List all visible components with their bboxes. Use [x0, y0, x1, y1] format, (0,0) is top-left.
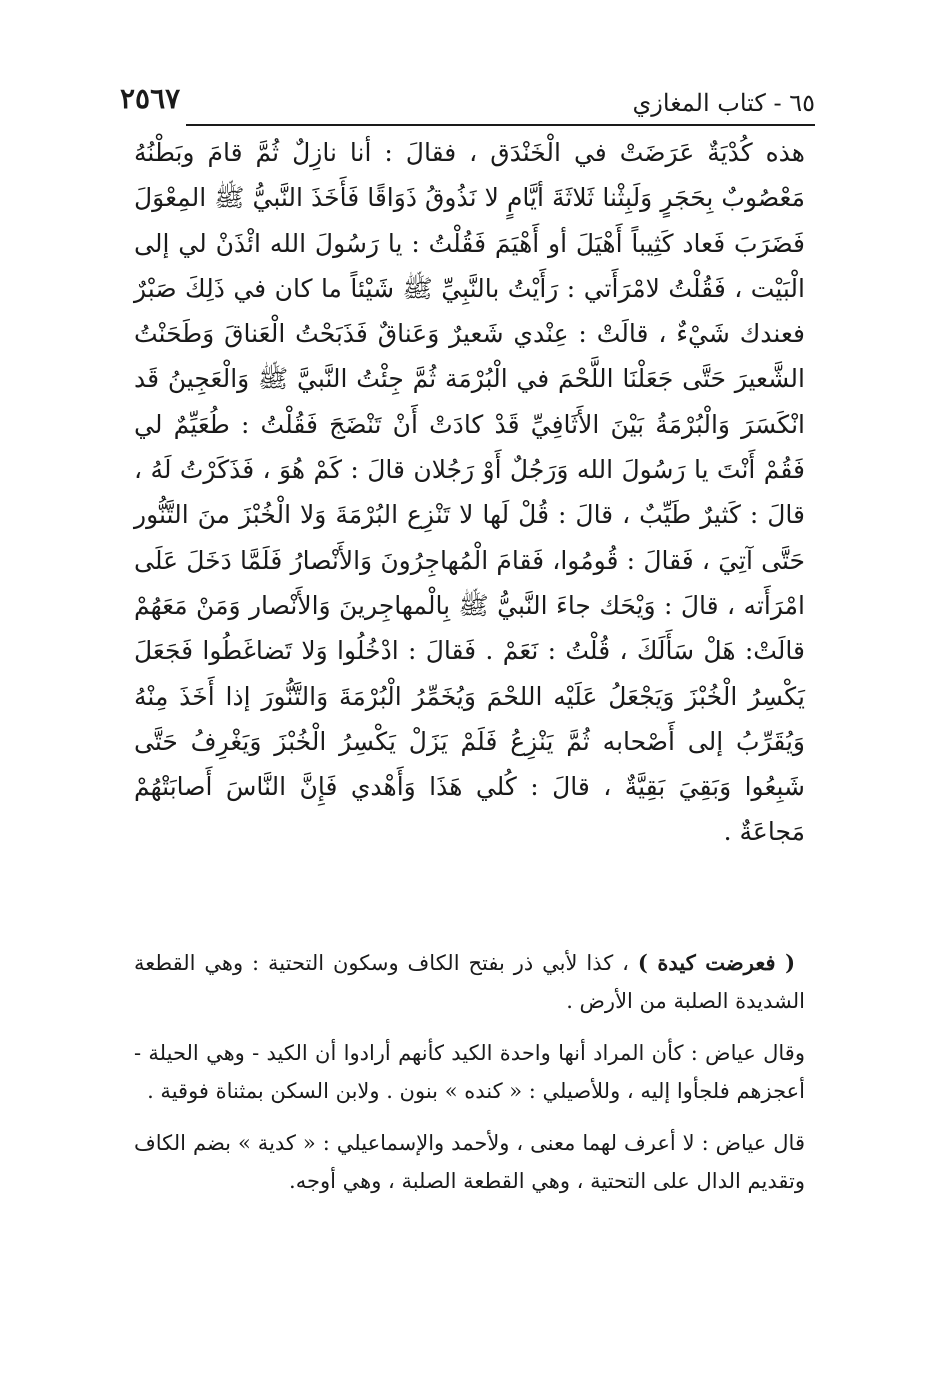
- commentary-paragraph-1-text: ، كذا لأبي ذر بفتح الكاف وسكون التحتية : وهي القطعة الشديدة الصلبة من الأرض .: [134, 951, 805, 1013]
- commentary-term: ( فعرضت كيدة ): [637, 950, 796, 975]
- commentary-paragraph-3: قال عياض : لا أعرف لهما معنى ، ولأحمد والإسماعيلي : « كدية » بضم الكاف وتقديم الدال على التحتية ، وهي القطعة الصلبة ، وهي أوجه.: [134, 1131, 805, 1193]
- header-rule: [186, 124, 815, 126]
- hadith-text: هذه كُدْيَةٌ عَرَضَتْ في الْخَنْدَق ، فقالَ : أنا نازِلٌ ثُمَّ قامَ وبَطْنُهُ مَعْصُوبٌ بِحَجَرٍ وَلَبِثْنا ثَلاثَةَ أيَّامٍ لا نَذُوقُ ذَوَاقًا فَأَخَذَ النَّبيُّ ﷺ المِعْوَلَ فَضَرَبَ فَعاد كَثِيباً أَهْيَلَ أو أَهْيَمَ فَقُلْتُ : يا رَسُولَ الله ائْذَنْ لي إلى الْبَيْت ، فَقُلْتُ لامْرَأَتي : رَأَيْتُ بالنَّبِيِّ ﷺ شَيْئاً ما كان في ذَلِكَ صَبْرٌ فعندك شَيْءٌ ، قالَتْ : عِنْدي شَعيرٌ وَعَناقٌ فَذَبَحْتُ الْعَناقَ وَطَحَنْتُ الشَّعيرَ حَتَّى جَعَلْنَا اللَّحْمَ في الْبُرْمَة ثُمَّ جِئْتُ النَّبيَّ ﷺ وَالْعَجِينُ قَد انْكَسَرَ وَالْبُرْمَةُ بَيْنَ الأَثَافِيِّ قَدْ كادَتْ أَنْ تَنْضَجَ فَقُلْتُ : طُعَيِّمٌ لي فَقُمْ أَنْتَ يا رَسُولَ الله وَرَجُلٌ أَوْ رَجُلان قالَ : كَمْ هُوَ ، فَذَكَرْتُ لَهُ ، قالَ : كَثيرٌ طَيِّبٌ ، قالَ : قُلْ لَها لا تَنْزِع البُرْمَةَ وَلا الْخُبْزَ منَ التَّنُّور حَتَّى آتِيَ ، فَقالَ : قُومُوا، فَقامَ الْمُهاجِرُونَ وَالأَنْصارُ فَلَمَّا دَخَلَ عَلَى امْرَأَته ، قالَ : وَيْحَك جاءَ النَّبيُّ ﷺ بِالْمهاجِرينَ وَالأَنْصار وَمَنْ مَعَهُمْ قالَتْ: هَلْ سَأَلَكَ ، قُلْتُ : نَعَمْ . فَقالَ : ادْخُلُوا وَلا تَضاغَطُوا فَجَعَلَ يَكْسِرُ الْخُبْزَ وَيَجْعَلُ عَلَيْه اللحْمَ وَيُخَمِّرُ الْبُرْمَةَ وَالتَّنُّورَ إذا أَخَذَ مِنْهُ وَيُقَرِّبُ إلى أَصْحابه ثُمَّ يَنْزِعُ فَلَمْ يَزَلْ يَكْسِرُ الْخُبْزَ وَيَغْرِفُ حَتَّى شَبِعُوا وَبَقِيَ بَقِيَّةٌ ، قالَ : كُلي هَذَا وَأَهْدي فَإِنَّ النَّاسَ أَصابَتْهُمْ مَجاعَةٌ .: [134, 138, 805, 847]
- running-header: [120, 80, 815, 120]
- commentary-paragraph-1: [134, 944, 805, 1020]
- commentary-paragraph-2: وقال عياض : كأن المراد أنها واحدة الكيد كأنهم أرادوا أن الكيد - وهي الحيلة - أعجزهم فلجأوا إليه ، وللأصيلي : « كنده » بنون . ولابن السكن بمثناة فوقية .: [134, 1041, 805, 1103]
- commentary-section: [134, 944, 805, 1214]
- chapter-title: ٦٥ - كتاب المغازي: [632, 89, 815, 117]
- page-number: ٢٥٦٧: [120, 82, 181, 115]
